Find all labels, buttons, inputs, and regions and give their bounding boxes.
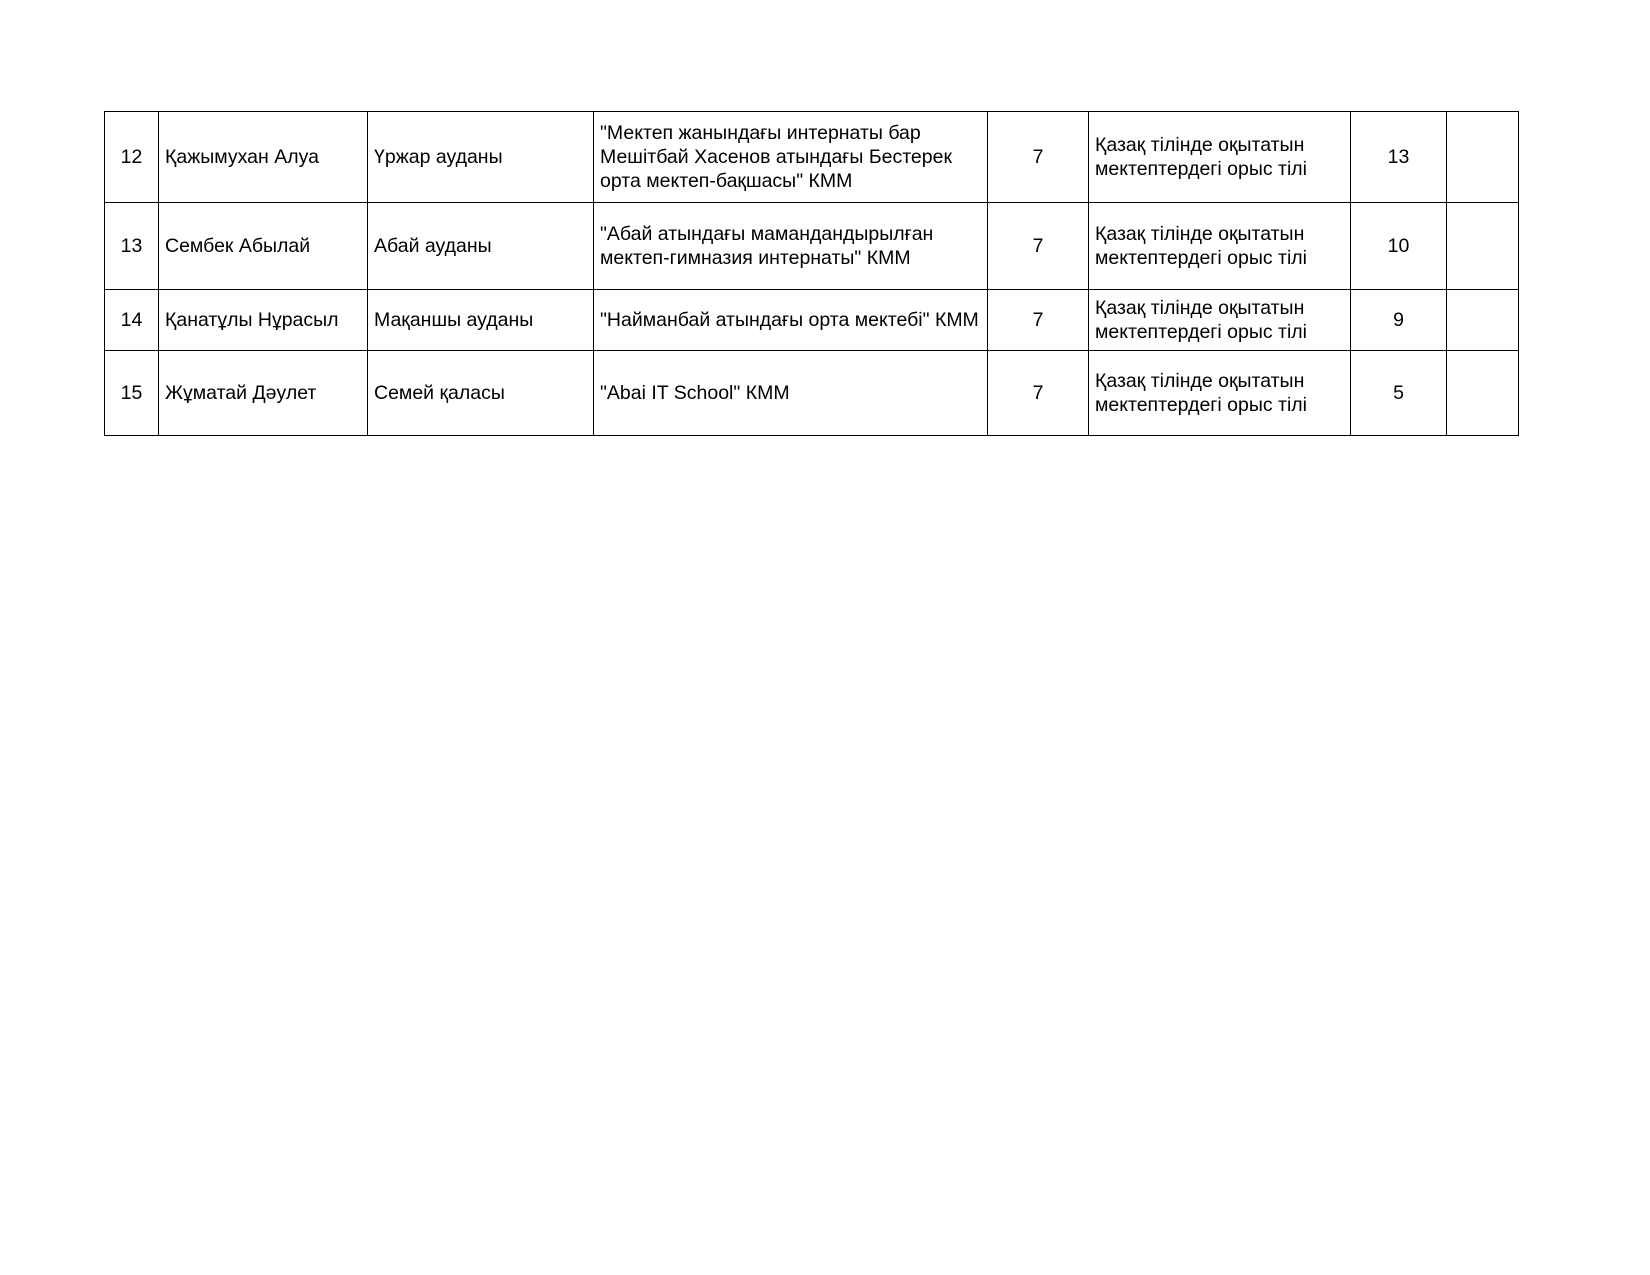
row-number-cell: 15 [105, 351, 159, 436]
table-row [105, 290, 1519, 351]
district-cell: Абай ауданы [368, 203, 594, 290]
subject-cell: Қазақ тілінде оқытатын мектептердегі орыс тілі [1089, 290, 1351, 351]
grade-cell: 7 [988, 351, 1089, 436]
school-cell: "Найманбай атындағы орта мектебі" КММ [594, 290, 988, 351]
score-cell: 10 [1351, 203, 1447, 290]
row-number-cell: 14 [105, 290, 159, 351]
district-cell: Семей қаласы [368, 351, 594, 436]
table-row [105, 112, 1519, 203]
participant-name-cell: Қажымухан Алуа [159, 112, 368, 203]
empty-cell [1447, 351, 1519, 436]
grade-cell: 7 [988, 290, 1089, 351]
row-number-cell: 13 [105, 203, 159, 290]
district-cell: Үржар ауданы [368, 112, 594, 203]
empty-cell [1447, 112, 1519, 203]
participant-name-cell: Қанатұлы Нұрасыл [159, 290, 368, 351]
row-number-cell: 12 [105, 112, 159, 203]
empty-cell [1447, 290, 1519, 351]
participant-name-cell: Жұматай Дәулет [159, 351, 368, 436]
results-table [104, 111, 1519, 436]
grade-cell: 7 [988, 112, 1089, 203]
grade-cell: 7 [988, 203, 1089, 290]
score-cell: 13 [1351, 112, 1447, 203]
subject-cell: Қазақ тілінде оқытатын мектептердегі орыс тілі [1089, 112, 1351, 203]
school-cell: "Abai IT School" КММ [594, 351, 988, 436]
score-cell: 5 [1351, 351, 1447, 436]
school-cell: "Мектеп жанындағы интернаты бар Мешітбай Хасенов атындағы Бестерек орта мектеп-бақшасы" КММ [594, 112, 988, 203]
empty-cell [1447, 203, 1519, 290]
score-cell: 9 [1351, 290, 1447, 351]
subject-cell: Қазақ тілінде оқытатын мектептердегі орыс тілі [1089, 351, 1351, 436]
subject-cell: Қазақ тілінде оқытатын мектептердегі орыс тілі [1089, 203, 1351, 290]
participant-name-cell: Сембек Абылай [159, 203, 368, 290]
district-cell: Мақаншы ауданы [368, 290, 594, 351]
table-row [105, 351, 1519, 436]
school-cell: "Абай атындағы мамандандырылған мектеп-гимназия интернаты" КММ [594, 203, 988, 290]
table-row [105, 203, 1519, 290]
